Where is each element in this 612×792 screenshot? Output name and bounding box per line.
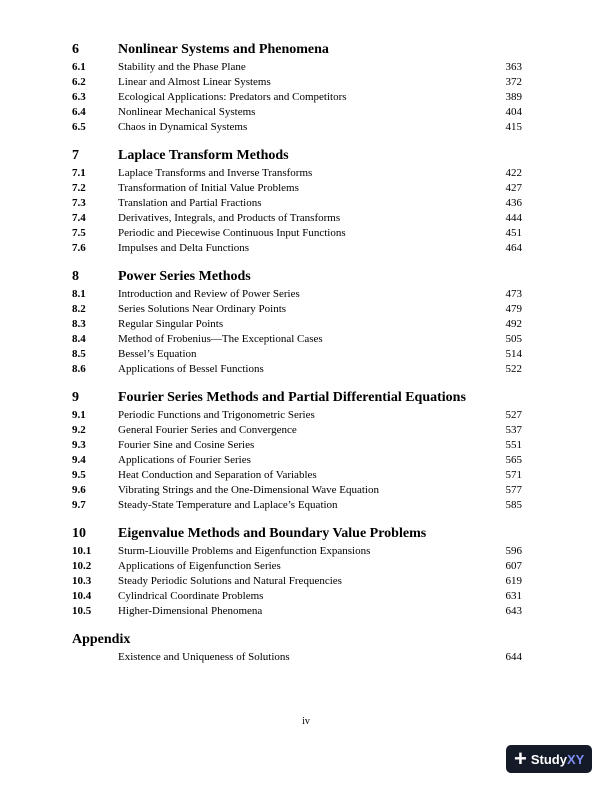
chapter-block [72, 39, 522, 135]
section-number: 9.6 [72, 484, 86, 496]
section-row[interactable] [72, 211, 522, 226]
appendix-heading [72, 629, 522, 650]
chapter-number: 7 [72, 148, 79, 163]
section-row[interactable] [72, 120, 522, 135]
chapter-number: 6 [72, 42, 79, 57]
section-page: 607 [505, 560, 522, 572]
section-title: Cylindrical Coordinate Problems [118, 590, 264, 602]
section-page: 444 [505, 212, 522, 224]
section-title: Series Solutions Near Ordinary Points [118, 303, 287, 315]
section-title: Vibrating Strings and the One-Dimensional Wave Equation [118, 484, 379, 496]
section-title: Derivatives, Integrals, and Products of Transforms [118, 212, 341, 224]
section-title: Introduction and Review of Power Series [118, 288, 300, 300]
section-page: 585 [505, 499, 522, 511]
section-number: 9.1 [72, 409, 86, 421]
section-title: Sturm-Liouville Problems and Eigenfunction Expansions [118, 545, 371, 557]
section-title: Regular Singular Points [118, 318, 224, 330]
section-number: 6.4 [72, 106, 86, 118]
section-number: 9.3 [72, 439, 86, 451]
section-number: 6.2 [72, 76, 86, 88]
section-title: Heat Conduction and Separation of Variables [118, 469, 317, 481]
section-number: 9.2 [72, 424, 86, 436]
section-page: 537 [505, 424, 522, 436]
section-number: 8.5 [72, 348, 86, 360]
section-page: 551 [505, 439, 522, 451]
section-row[interactable] [72, 287, 522, 302]
section-number: 7.1 [72, 167, 86, 179]
section-title: Linear and Almost Linear Systems [118, 76, 271, 88]
chapter-number: 9 [72, 390, 79, 405]
section-number: 7.6 [72, 242, 86, 254]
section-number: 10.4 [72, 590, 92, 602]
section-title: Method of Frobenius—The Exceptional Cases [118, 333, 323, 345]
section-page: 571 [505, 469, 522, 481]
chapter-block [72, 523, 522, 619]
section-number: 6.3 [72, 91, 86, 103]
section-row[interactable] [72, 181, 522, 196]
section-number: 6.5 [72, 121, 86, 133]
section-number: 6.1 [72, 61, 86, 73]
section-page: 464 [505, 242, 522, 254]
section-row[interactable] [72, 650, 522, 665]
section-row[interactable] [72, 498, 522, 513]
chapter-heading [72, 145, 522, 166]
section-page: 363 [505, 61, 522, 73]
section-page: 427 [505, 182, 522, 194]
section-title: Translation and Partial Fractions [118, 197, 262, 209]
section-title: Fourier Sine and Cosine Series [118, 439, 255, 451]
section-row[interactable] [72, 559, 522, 574]
section-row[interactable] [72, 438, 522, 453]
section-title: Bessel’s Equation [118, 348, 197, 360]
section-number: 7.2 [72, 182, 86, 194]
section-row[interactable] [72, 468, 522, 483]
chapter-heading [72, 523, 522, 544]
section-page: 372 [505, 76, 522, 88]
section-title: Periodic Functions and Trigonometric Series [118, 409, 315, 421]
section-title: Chaos in Dynamical Systems [118, 121, 248, 133]
chapter-title: Power Series Methods [118, 269, 251, 284]
chapter-title: Fourier Series Methods and Partial Differential Equations [118, 390, 466, 405]
section-number: 10.2 [72, 560, 92, 572]
section-title: Impulses and Delta Functions [118, 242, 250, 254]
section-page: 631 [505, 590, 522, 602]
section-title: Existence and Uniqueness of Solutions [118, 651, 290, 663]
section-row[interactable] [72, 317, 522, 332]
section-page: 505 [505, 333, 522, 345]
section-number: 10.1 [72, 545, 92, 557]
chapter-block [72, 145, 522, 256]
section-page: 644 [505, 651, 522, 663]
section-page: 473 [505, 288, 522, 300]
section-page: 389 [505, 91, 522, 103]
section-row[interactable] [72, 453, 522, 468]
section-page: 404 [505, 106, 522, 118]
table-of-contents [72, 39, 522, 675]
section-page: 492 [505, 318, 522, 330]
section-row[interactable] [72, 604, 522, 619]
section-page: 643 [505, 605, 522, 617]
section-row[interactable] [72, 166, 522, 181]
section-page: 451 [505, 227, 522, 239]
section-number: 8.3 [72, 318, 86, 330]
section-row[interactable] [72, 483, 522, 498]
section-number: 9.5 [72, 469, 86, 481]
section-row[interactable] [72, 75, 522, 90]
section-row[interactable] [72, 544, 522, 559]
brand-name-accent: XY [566, 751, 585, 767]
chapter-title: Laplace Transform Methods [118, 148, 289, 163]
appendix-block [72, 629, 522, 665]
section-title: Applications of Bessel Functions [118, 363, 264, 375]
section-number: 7.4 [72, 212, 86, 224]
section-title: Applications of Fourier Series [118, 454, 251, 466]
section-row[interactable] [72, 362, 522, 377]
section-row[interactable] [72, 423, 522, 438]
section-title: Higher-Dimensional Phenomena [118, 605, 263, 617]
chapter-number: 10 [72, 526, 86, 541]
section-row[interactable] [72, 90, 522, 105]
section-row[interactable] [72, 589, 522, 604]
section-number: 9.7 [72, 499, 86, 511]
plus-icon: + [514, 746, 527, 771]
studyxy-badge[interactable] [506, 745, 592, 773]
section-number: 7.5 [72, 227, 86, 239]
appendix-title: Appendix [72, 632, 131, 647]
section-title: Stability and the Phase Plane [118, 61, 246, 73]
section-title: Ecological Applications: Predators and Competitors [118, 91, 347, 103]
chapter-heading [72, 39, 522, 60]
section-title: Steady Periodic Solutions and Natural Frequencies [118, 575, 342, 587]
section-number: 8.6 [72, 363, 86, 375]
chapter-heading [72, 387, 522, 408]
section-page: 596 [505, 545, 522, 557]
section-number: 8.1 [72, 288, 86, 300]
section-title: Transformation of Initial Value Problems [118, 182, 299, 194]
section-page: 619 [505, 575, 522, 587]
section-row[interactable] [72, 347, 522, 362]
chapter-heading [72, 266, 522, 287]
section-page: 565 [505, 454, 522, 466]
brand-name: Study [530, 751, 567, 767]
section-row[interactable] [72, 241, 522, 256]
chapter-number: 8 [72, 269, 79, 284]
section-row[interactable] [72, 408, 522, 423]
section-number: 10.5 [72, 605, 92, 617]
section-row[interactable] [72, 226, 522, 241]
section-number: 8.4 [72, 333, 86, 345]
section-row[interactable] [72, 332, 522, 347]
section-title: Periodic and Piecewise Continuous Input Functions [118, 227, 346, 239]
section-row[interactable] [72, 196, 522, 211]
section-title: Steady-State Temperature and Laplace’s Equation [118, 499, 338, 511]
section-number: 10.3 [72, 575, 92, 587]
section-title: Laplace Transforms and Inverse Transforms [118, 167, 313, 179]
section-page: 436 [505, 197, 522, 209]
section-row[interactable] [72, 574, 522, 589]
section-row[interactable] [72, 105, 522, 120]
section-page: 422 [505, 167, 522, 179]
section-number: 8.2 [72, 303, 86, 315]
section-page: 522 [505, 363, 522, 375]
chapter-block [72, 387, 522, 513]
section-page: 479 [505, 303, 522, 315]
section-page: 577 [505, 484, 522, 496]
section-title: Applications of Eigenfunction Series [118, 560, 281, 572]
section-row[interactable] [72, 60, 522, 75]
section-row[interactable] [72, 302, 522, 317]
section-page: 527 [505, 409, 522, 421]
page-number: iv [302, 716, 310, 727]
chapter-title: Eigenvalue Methods and Boundary Value Problems [118, 526, 427, 541]
section-page: 514 [505, 348, 522, 360]
chapter-title: Nonlinear Systems and Phenomena [118, 42, 329, 57]
chapter-block [72, 266, 522, 377]
section-number: 7.3 [72, 197, 86, 209]
section-title: Nonlinear Mechanical Systems [118, 106, 256, 118]
section-number: 9.4 [72, 454, 86, 466]
section-page: 415 [505, 121, 522, 133]
section-title: General Fourier Series and Convergence [118, 424, 297, 436]
